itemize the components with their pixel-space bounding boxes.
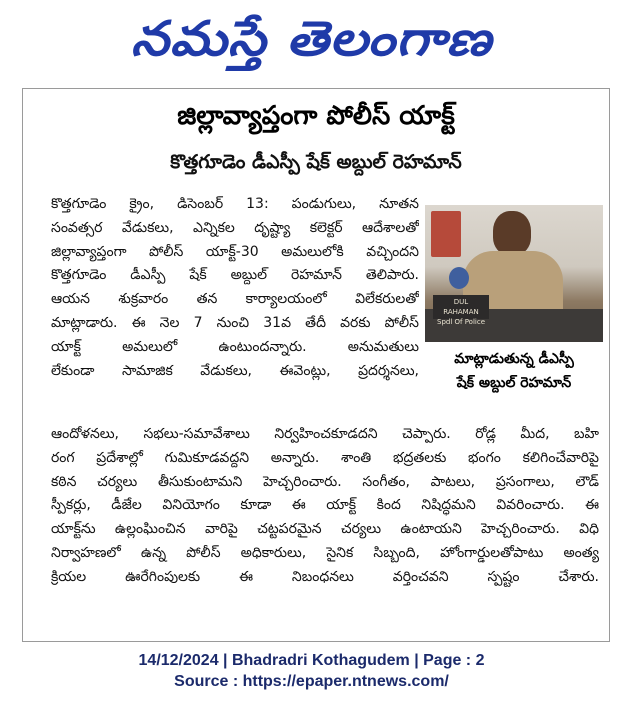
desk-nameplate: DUL RAHAMAN Spdl Of Police (433, 295, 489, 319)
body-line: కఠిన చర్యలు తీసుకుంటామని హెచ్చరించారు. సంగీతం, పాటలు, ప్రసంగాలు, లౌడ్ (51, 473, 599, 490)
body-line: నిర్వాహణలో ఉన్న పోలీస్ అధికారులు, సైనిక సిబ్బంది, హోంగార్డులతోపాటు అంత్య (51, 544, 599, 561)
body-line: లేకుండా సామాజిక వేడుకలు, ఈవెంట్లు, ప్రదర్శనలు, (51, 362, 419, 379)
footer-date-edition: 14/12/2024 | Bhadradri Kothagudem | Page : 2 (138, 652, 485, 669)
article-body-lower (51, 423, 599, 590)
article-headline: జిల్లావ్యాప్తంగా పోలీస్ యాక్ట్ (177, 101, 455, 131)
body-line: కొత్తగూడెం క్రైం, డిసెంబర్ 13: పండుగులు, నూతన (51, 196, 419, 212)
body-line: జిల్లావ్యాప్తంగా పోలీస్ యాక్ట్-30 అమలులోకి వచ్చిందని (51, 243, 419, 260)
footer-source: Source : https://epaper.ntnews.com/ (174, 673, 449, 690)
body-line: ఆందోళనలు, సభలు-సమావేశాలు నిర్వహించకూడదని చెప్పారు. రోడ్ల మీద, బహి (51, 426, 599, 442)
body-line: ఆయన శుక్రవారం తన కార్యాలయంలో విలేకరులతో (51, 291, 419, 308)
newspaper-masthead: నమస్తే తెలంగాణ (130, 11, 493, 67)
body-line: రంగ ప్రదేశాల్లో గుమికూడవద్దని అన్నారు. శాంతి భద్రతలకు భంగం కలిగించేవారిపై (51, 449, 599, 466)
body-line: స్పీకర్లు, డీజేల వినియోగం కూడా ఈ యాక్ట్ కింద నిషిద్ధమని వివరించారు. ఈ (51, 497, 599, 514)
article-subheadline: కొత్తగూడెం డీఎస్పీ షేక్ అబ్దుల్ రెహమాన్ (170, 151, 462, 173)
dsp-photo (425, 205, 603, 342)
police-emblem-shape (449, 267, 469, 289)
wall-sign-shape (431, 211, 461, 257)
body-line: యాక్ట్‌ను ఉల్లంఘించిన వారిపై చట్టపరమైన చర్యలు ఉంటాయని హెచ్చరించారు. విధి (51, 521, 599, 538)
body-line: మాట్లాడారు. ఈ నెల 7 నుంచి 31వ తేదీ వరకు పోలీస్ (51, 314, 419, 331)
article-body-upper (51, 193, 419, 383)
body-line: యాక్ట్ అమలులో ఉంటుందన్నారు. అనుమతులు (51, 338, 419, 355)
clipping-footer (0, 650, 623, 692)
body-line: కొత్తగూడెం డీఎస్పీ షేక్ అబ్దుల్ రెహమాన్ తెలిపారు. (51, 267, 419, 284)
caption-line: మాట్లాడుతున్న డీఎస్పీ (454, 351, 574, 367)
caption-line: షేక్ అబ్దుల్ రెహమాన్ (456, 375, 572, 391)
body-line: క్రియల ఊరేగింపులకు ఈ నిబంధనలు వర్తించవని స్పష్టం చేశారు. (51, 568, 599, 585)
person-head-shape (493, 211, 531, 255)
photo-caption (425, 347, 603, 395)
body-line: సంవత్సర వేడుకలు, ఎన్నికల దృష్ట్యా కలెక్టర్ ఆదేశాలతో (51, 219, 419, 236)
news-clipping (22, 88, 610, 642)
